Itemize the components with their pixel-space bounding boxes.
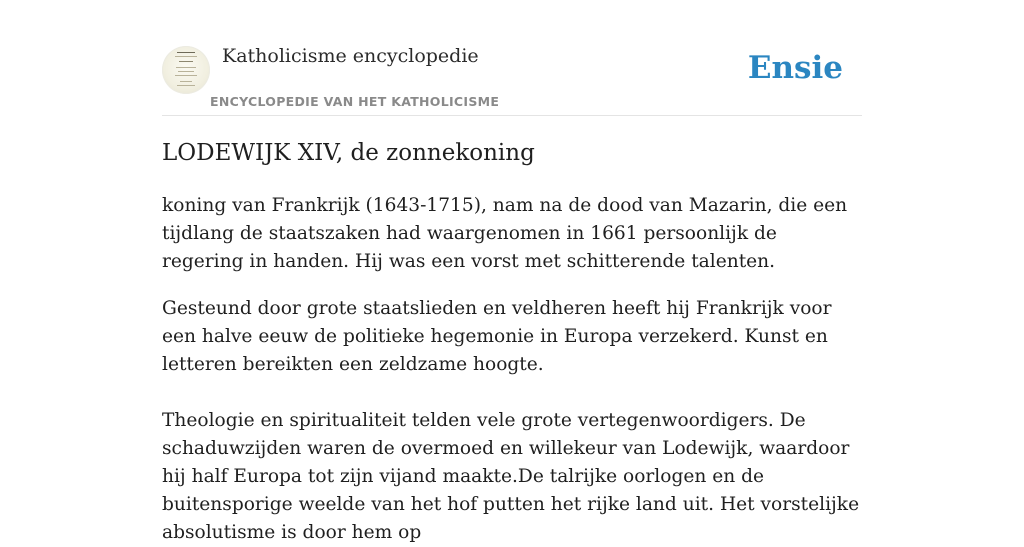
article-paragraph: Gesteund door grote staatslieden en veldheren heeft hij Frankrijk voor een halve eeuw de politieke hegemonie in Europa verzekerd. Kunst en letteren bereikten een zeldzame hoogte. bbox=[162, 298, 832, 375]
site-subtitle: ENCYCLOPEDIE VAN HET KATHOLICISME bbox=[210, 94, 500, 109]
article-paragraph: Theologie en spiritualiteit telden vele grote vertegenwoordigers. De schaduwzijden waren de overmoed en willekeur van Lodewijk, waardoor hij half Europa tot zijn vijand maakte.De talrijke oorlogen en de buitensporige weelde van het hof putten het rijke land uit. Het vorstelijke absolutisme is door hem op bbox=[162, 410, 860, 543]
site-title[interactable]: Katholicisme encyclopedie bbox=[222, 45, 479, 67]
site-header bbox=[162, 0, 862, 116]
article-paragraph: koning van Frankrijk (1643-1715), nam na de dood van Mazarin, die een tijdlang de staatszaken had waargenomen in 1661 persoonlijk de regering in handen. Hij was een vorst met schitterende talenten. bbox=[162, 195, 848, 272]
content-container bbox=[162, 0, 862, 543]
article-title: LODEWIJK XIV, de zonnekoning bbox=[162, 140, 535, 166]
encyclopedia-cover-icon[interactable] bbox=[162, 46, 210, 94]
brand-logo[interactable]: Ensie bbox=[747, 50, 843, 86]
